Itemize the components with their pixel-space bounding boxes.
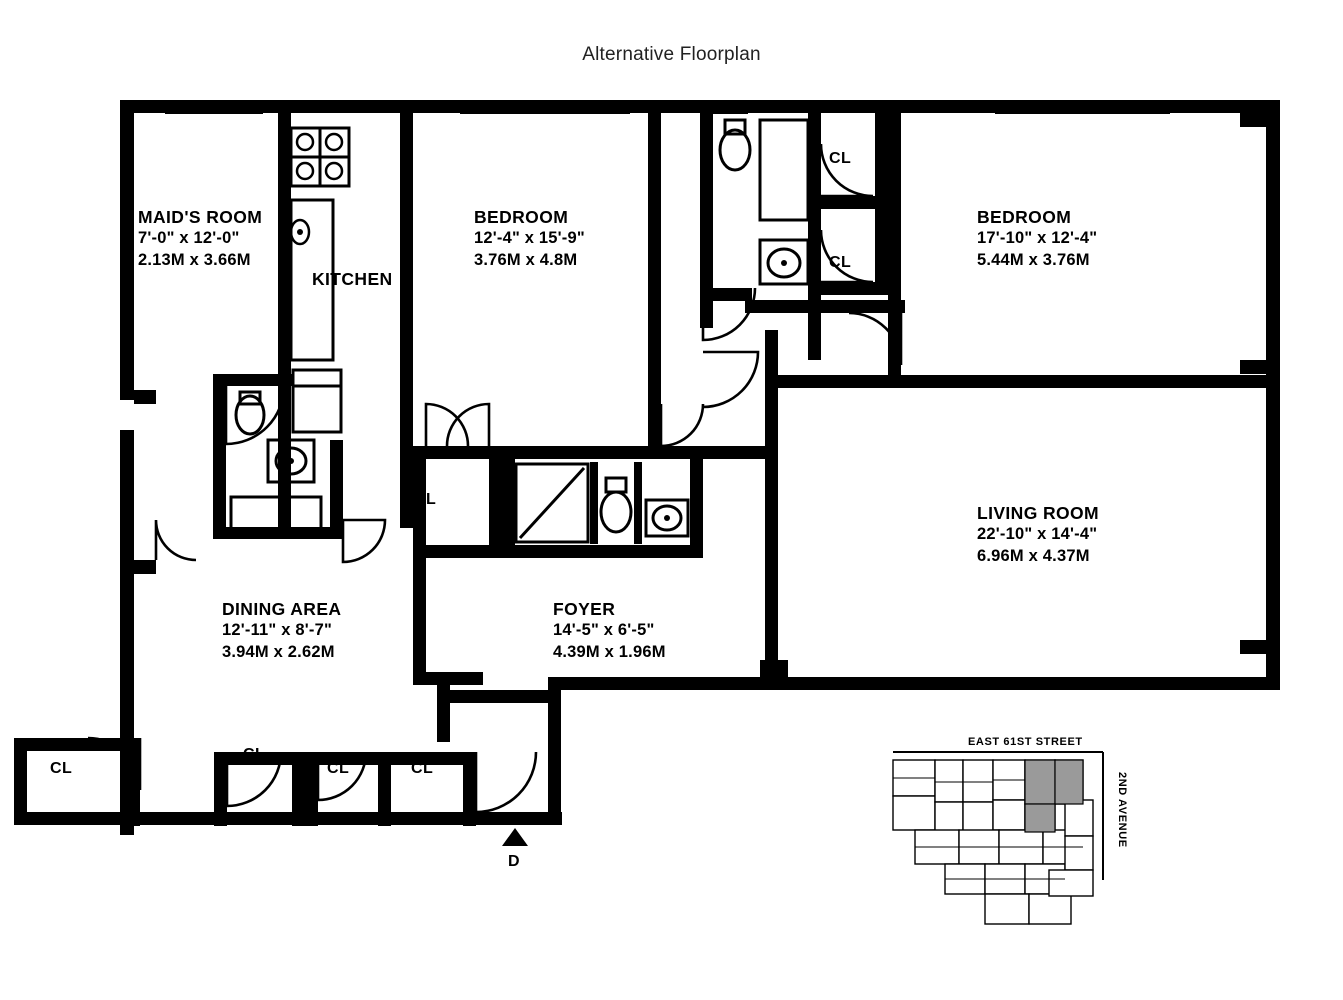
closet-label-2: CL — [829, 254, 852, 271]
room-label-kitchen: KITCHEN — [312, 269, 393, 289]
keyplan-street-right: 2ND AVENUE — [1116, 772, 1128, 848]
room-label-dining-area: DINING AREA 12'-11" x 8'-7" 3.94M x 2.62M — [222, 599, 342, 661]
closet-label-1: CL — [829, 150, 852, 167]
page-title: Alternative Floorplan — [582, 44, 761, 65]
room-label-bedroom-2: BEDROOM 17'-10" x 12'-4" 5.44M x 3.76M — [977, 207, 1098, 269]
keyplan-street-top: EAST 61ST STREET — [968, 736, 1083, 748]
entry-marker-label: D — [508, 853, 520, 870]
closet-label-6: CL — [327, 760, 350, 777]
room-label-maids-room: MAID'S ROOM 7'-0" x 12'-0" 2.13M x 3.66M — [138, 207, 263, 269]
room-label-foyer: FOYER 14'-5" x 6'-5" 4.39M x 1.96M — [553, 599, 666, 661]
room-label-living-room: LIVING ROOM 22'-10" x 14'-4" 6.96M x 4.37M — [977, 503, 1100, 565]
closet-label-4: CL — [50, 760, 73, 777]
up-triangle-icon — [500, 826, 530, 848]
closet-label-7: CL — [411, 760, 434, 777]
closet-label-5: CL — [243, 746, 266, 763]
closet-label-3: CL — [414, 491, 437, 508]
room-label-bedroom-1: BEDROOM 12'-4" x 15'-9" 3.76M x 4.8M — [474, 207, 585, 269]
